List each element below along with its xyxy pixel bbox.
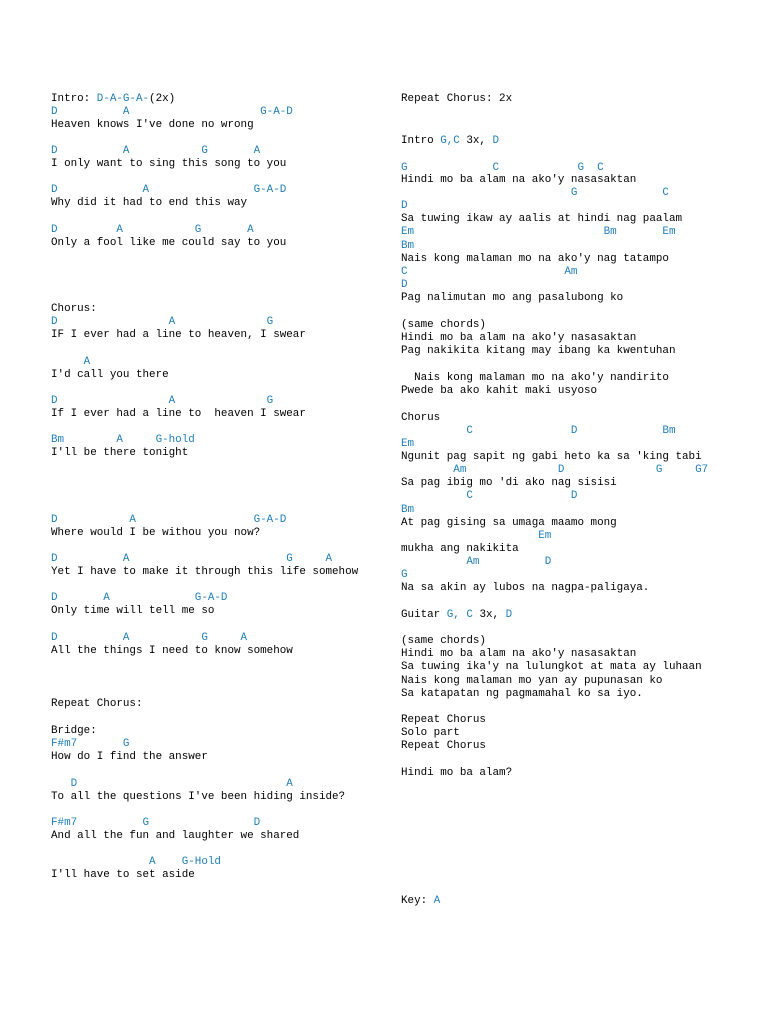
chord-line: D A G A (51, 224, 254, 236)
lyric-line: I'll be there tonight (51, 447, 189, 459)
lyric-line: Sa pag ibig mo 'di ako nag sisisi (401, 477, 617, 489)
lyric-line: Hindi mo ba alam na ako'y nasasaktan (401, 332, 637, 344)
guitar-repeat: 3x, (472, 609, 506, 621)
chord-line: C Am (401, 266, 578, 278)
lyric-line: I'll have to set aside (51, 869, 195, 881)
lyric-line: Nais kong malaman mo na ako'y nag tatampo (401, 253, 669, 265)
chord-line: Bm (401, 504, 415, 516)
solo-part-label: Solo part (401, 727, 460, 739)
lyric-line: Sa tuwing ika'y na lulungkot at mata ay luhaan (401, 661, 702, 673)
chord-line: Em (401, 530, 552, 542)
lyric-line: Where would I be withou you now? (51, 527, 261, 539)
chord-line: Em (401, 438, 415, 450)
chord-line: Bm A G-hold (51, 434, 195, 446)
lyric-line: Heaven knows I've done no wrong (51, 119, 254, 131)
chord-line: D A G A (51, 553, 333, 565)
chord-line: D A G (51, 395, 274, 407)
lyric-line: All the things I need to know somehow (51, 645, 293, 657)
lyric-line: Nais kong malaman mo na ako'y nandirito (401, 372, 669, 384)
repeat-chorus-label: Repeat Chorus (401, 740, 486, 752)
guitar-label: Guitar (401, 609, 447, 621)
lyric-line: How do I find the answer (51, 751, 208, 763)
chord-line: D A G A (51, 632, 248, 644)
lyric-line: Sa katapatan ng pagmamahal ko sa iyo. (401, 688, 643, 700)
repeat-chorus-label: Repeat Chorus: 2x (401, 93, 513, 105)
chord-line: D A G-A-D (51, 106, 293, 118)
chord-line: D (401, 200, 408, 212)
intro-repeat: 3x, (459, 135, 493, 147)
lyric-line: Pag nalimutan mo ang pasalubong ko (401, 292, 624, 304)
lyric-line: I only want to sing this song to you (51, 158, 287, 170)
lyric-line: Hindi mo ba alam na ako'y nasasaktan (401, 648, 637, 660)
guitar-line (401, 609, 512, 622)
chorus-heading: Chorus: (51, 303, 97, 315)
lyric-line: Only time will tell me so (51, 605, 215, 617)
chord-line: Bm (401, 240, 415, 252)
lyric-line: At pag gising sa umaga maamo mong (401, 517, 617, 529)
chord-line: D A G-A-D (51, 592, 228, 604)
lyric-line: mukha ang nakikita (401, 543, 519, 555)
chorus-heading: Chorus (401, 412, 441, 424)
chord-line: D A G-A-D (51, 514, 287, 526)
chord-line: G C G C (401, 162, 604, 174)
guitar-chord-d: D (505, 609, 513, 621)
lyric-line: Pag nakikita kitang may ibang ka kwentuhan (401, 345, 676, 357)
lyric-line: Ngunit pag sapit ng gabi heto ka sa 'king tabi (401, 451, 702, 463)
lyric-line: Only a fool like me could say to you (51, 237, 287, 249)
chord-line: Em Bm Em (401, 226, 676, 238)
closing-line: Hindi mo ba alam? (401, 767, 513, 779)
bridge-heading: Bridge: (51, 725, 97, 737)
lyric-line: Sa tuwing ikaw ay aalis at hindi nag paalam (401, 213, 683, 225)
lyric-line: IF I ever had a line to heaven, I swear (51, 329, 306, 341)
intro-chords: G,C (440, 135, 460, 147)
key-line (401, 895, 440, 908)
repeat-chorus-label: Repeat Chorus: (51, 698, 143, 710)
lyric-line: Na sa akin ay lubos na nagpa-paligaya. (401, 582, 650, 594)
intro-label: Intro (401, 135, 441, 147)
chord-line: G (401, 569, 408, 581)
chord-line: C D Bm (401, 425, 676, 437)
intro-chord-d: D (492, 135, 500, 147)
chord-line: F#m7 G (51, 738, 130, 750)
guitar-chords: G, C (446, 609, 473, 621)
chord-line: Am D (401, 556, 552, 568)
lyric-line: Nais kong malaman mo yan ay pupunasan ko (401, 675, 663, 687)
chord-line: D (401, 279, 408, 291)
chord-line: F#m7 G D (51, 817, 261, 829)
same-chords-note: (same chords) (401, 319, 486, 331)
lyric-line: Why did it had to end this way (51, 197, 248, 209)
lyric-line: I'd call you there (51, 369, 169, 381)
chord-line: D A G-A-D (51, 184, 287, 196)
intro-line (51, 93, 175, 106)
chord-line: D A G (51, 316, 274, 328)
lyric-line: And all the fun and laughter we shared (51, 830, 300, 842)
chord-line: Am D G G7 (401, 464, 709, 476)
key-label: Key: (401, 895, 434, 907)
lyric-line: Yet I have to make it through this life somehow (51, 566, 359, 578)
lyric-line: If I ever had a line to heaven I swear (51, 408, 306, 420)
lyric-line: Pwede ba ako kahit maki usyoso (401, 385, 598, 397)
chord-line: A (51, 356, 91, 368)
intro-chords: D-A-G-A- (96, 93, 150, 105)
chord-line: D A G A (51, 145, 261, 157)
intro-repeat: (2x) (149, 93, 176, 105)
lyric-line: To all the questions I've been hiding inside? (51, 791, 346, 803)
repeat-chorus-label: Repeat Chorus (401, 714, 486, 726)
intro-line (401, 135, 499, 148)
key-value: A (433, 895, 441, 907)
same-chords-note: (same chords) (401, 635, 486, 647)
chord-line: G C (401, 187, 669, 199)
intro-label: Intro: (51, 93, 97, 105)
chord-line: A G-Hold (51, 856, 221, 868)
chord-line: C D (401, 490, 578, 502)
chord-line: D A (51, 778, 293, 790)
lyric-line: Hindi mo ba alam na ako'y nasasaktan (401, 174, 637, 186)
